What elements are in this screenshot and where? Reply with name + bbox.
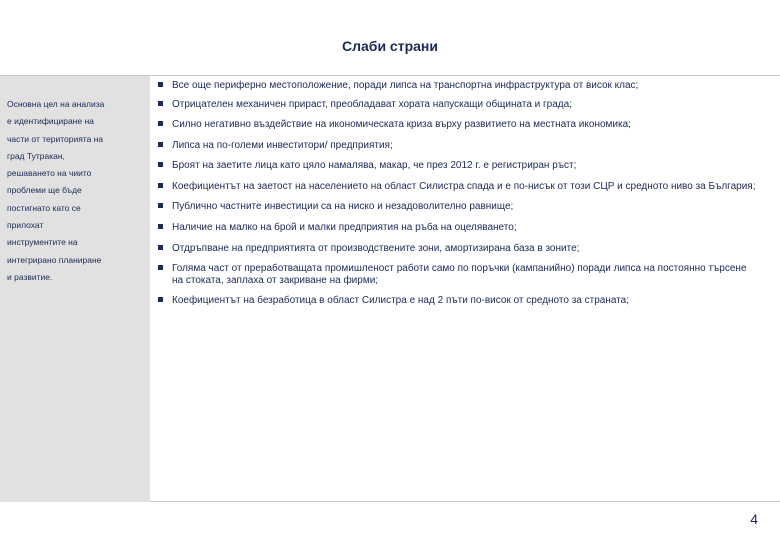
list-item-text: Силно негативно въздействие на икономическата криза върху развитието на местната икономика; <box>172 119 631 130</box>
bullet-icon <box>158 224 163 229</box>
list-item-text: Публично частните инвестиции са на ниско и незадоволително равнище; <box>172 201 514 212</box>
bullet-icon <box>158 297 163 302</box>
list-item <box>158 295 758 307</box>
list-item-text: Коефициентът на заетост на населението на област Силистра спада и е по-нисък от този СЦР и средното ниво за България; <box>172 181 756 192</box>
bullet-icon <box>158 203 163 208</box>
list-item-text: Голяма част от преработващата промишленост работи само по поръчки (кампанийно) поради липса на постоянно търсене на стоката, заплаха от закриване на фирми; <box>172 263 747 286</box>
list-item-text: Броят на заетите лица като цяло намалява, макар, че през 2012 г. е регистриран ръст; <box>172 160 577 171</box>
list-item-text: Отрицателен механичен прираст, преобладават хората напускащи общината и града; <box>172 99 572 110</box>
list-item-text: Липса на по-големи инвеститори/ предприятия; <box>172 140 393 151</box>
list-item <box>158 201 758 213</box>
list-item <box>158 222 758 234</box>
list-item-text: Коефициентът на безработица в област Силистра е над 2 пъти по-висок от средното за страната; <box>172 295 630 306</box>
list-item <box>158 181 758 193</box>
sidebar-text: Основна цел на анализа е идентифициране на части от територията на град Тутракан, решаването на чиито проблеми ще бъде постигнато като се прилохат инструментите на интегрирано планиране и развитие. <box>7 99 105 282</box>
bullet-icon <box>158 142 163 147</box>
bullet-icon <box>158 245 163 250</box>
list-item-text: Отдръпване на предприятията от производствените зони, амортизирана база в зоните; <box>172 243 580 254</box>
bullet-icon <box>158 101 163 106</box>
list-item <box>158 140 758 152</box>
bullet-icon <box>158 82 163 87</box>
list-item <box>158 119 758 131</box>
list-item <box>158 243 758 255</box>
list-item <box>158 80 758 92</box>
page-number: 4 <box>750 511 758 527</box>
list-item <box>158 160 758 172</box>
slide-title: Слаби страни <box>342 38 438 54</box>
bullet-icon <box>158 121 163 126</box>
list-item-text: Все още периферно местоположение, поради липса на транспортна инфраструктура от висок клас; <box>172 80 639 91</box>
bullet-icon <box>158 183 163 188</box>
bullet-icon <box>158 265 163 270</box>
list-item <box>158 263 758 287</box>
bottom-divider <box>150 501 780 502</box>
list-item-text: Наличие на малко на брой и малки предприятия на ръба на оцеляването; <box>172 222 517 233</box>
weaknesses-list <box>158 80 758 307</box>
list-item <box>158 99 758 111</box>
bullet-icon <box>158 162 163 167</box>
